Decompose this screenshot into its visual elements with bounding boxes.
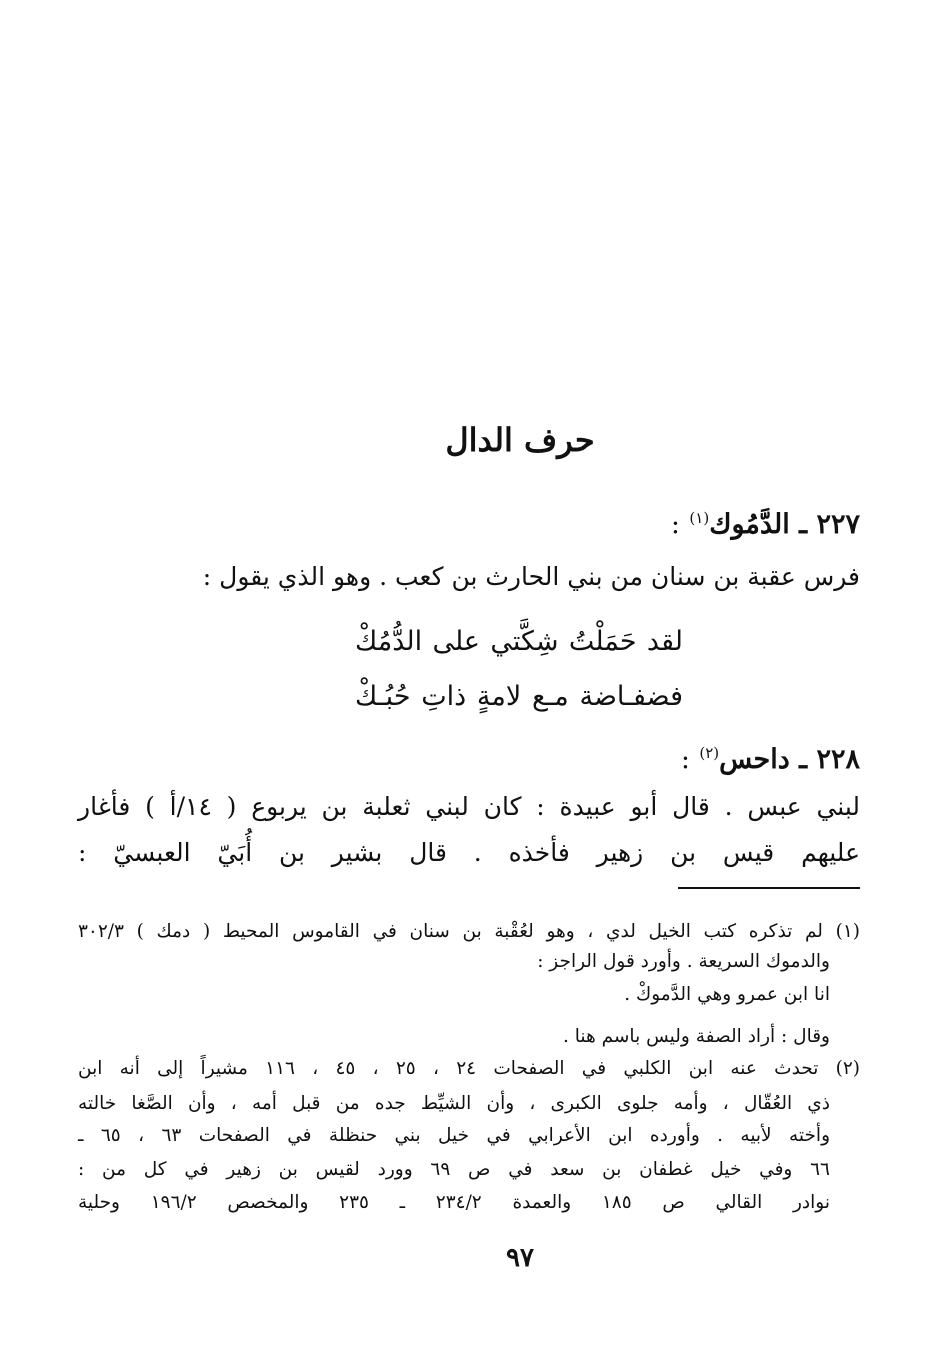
- footnote-line: وقال : أراد الصفة وليس باسم هنا .: [563, 1026, 830, 1047]
- verse-line: فضفـاضة مـع لامةٍ ذاتِ حُبُـكْ: [355, 681, 683, 712]
- verse-line: لقد حَمَلْتُ شِكَّتي على الدُّمُكْ: [355, 626, 683, 657]
- entry-body-line: فرس عقبة بن سنان من بني الحارث بن كعب . وهو الذي يقول :: [202, 562, 860, 591]
- footnote-line: وأخته لأبيه . وأورده ابن الأعرابي في خيل بني حنظلة في الصفحات ٦٣ ، ٦٥ ـ: [78, 1125, 831, 1146]
- footnote-divider: [678, 887, 860, 889]
- entry-body-line: لبني عبس . قال أبو عبيدة : كان لبني ثعلبة بن يربوع ( ١٤/أ ) فأغار: [78, 792, 860, 821]
- footnote-ref: (١): [689, 509, 710, 527]
- chapter-title: حرف الدال: [445, 421, 595, 459]
- footnote-line: ذي العُقّال ، وأمه جلوى الكبرى ، وأن الشيِّط جده من قبل أمه ، وأن الصَّغا خالته: [78, 1093, 830, 1114]
- page-number: ٩٧: [506, 1243, 534, 1273]
- footnote-line: (٢) تحدث عنه ابن الكلبي في الصفحات ٢٤ ، ٢٥ ، ٤٥ ، ١١٦ مشيراً إلى أنه ابن: [78, 1058, 861, 1079]
- footnote-line: والدموك السريعة . وأورد قول الراجز :: [537, 951, 830, 972]
- entry-number: ٢٢٧ ـ: [799, 509, 860, 540]
- entry-heading-227: [671, 498, 860, 545]
- entry-body-line: عليهم قيس بن زهير فأخذه . قال بشير بن أُبَيّ العبسيّ :: [78, 838, 860, 867]
- entry-name: داحس: [719, 744, 790, 775]
- footnote-line: ٦٦ وفي خيل غطفان بن سعد في ص ٦٩ وورد لقيس بن زهير في كل من :: [78, 1159, 830, 1180]
- entry-heading-228: [681, 733, 860, 780]
- entry-colon: :: [680, 744, 690, 775]
- entry-number: ٢٢٨ ـ: [799, 744, 860, 775]
- footnote-ref: (٢): [699, 744, 720, 762]
- footnote-line: انا ابن عمرو وهي الدَّموكْ .: [624, 984, 830, 1005]
- entry-name: الدَّمُوك: [709, 509, 790, 540]
- footnote-line: نوادر القالي ص ١٨٥ والعمدة ٢٣٤/٢ ـ ٢٣٥ والمخصص ١٩٦/٢ وحلية: [78, 1192, 830, 1213]
- entry-colon: :: [670, 509, 680, 540]
- footnote-line: (١) لم تذكره كتب الخيل لدي ، وهو لعُقْبة بن سنان في القاموس المحيط ( دمك ) ٣٠٢/٣: [78, 921, 860, 942]
